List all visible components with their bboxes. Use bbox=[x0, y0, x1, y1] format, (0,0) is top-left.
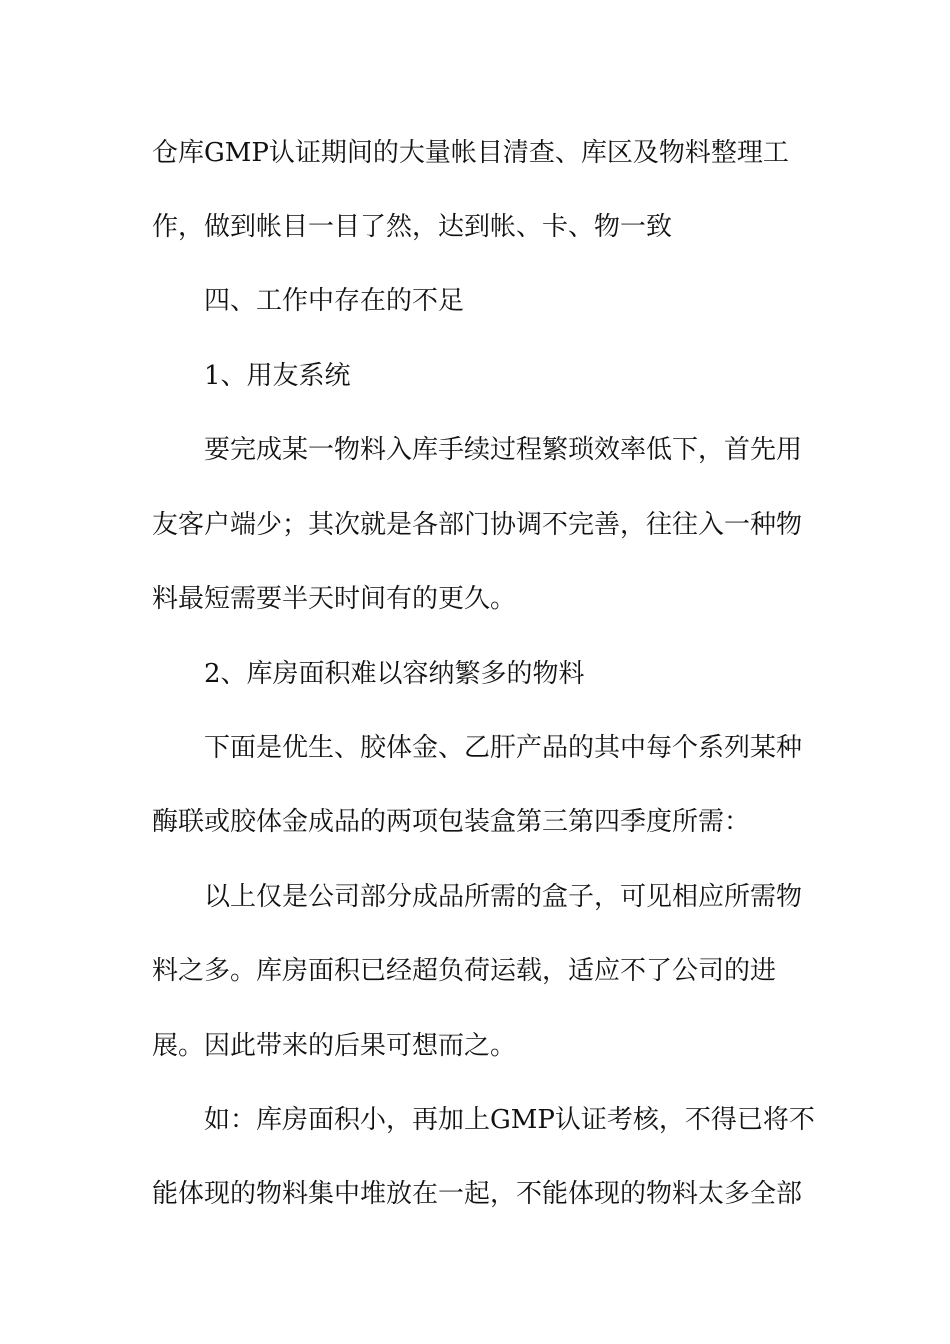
body-text-line: 料之多。库房面积已经超负荷运载，适应不了公司的进 bbox=[152, 956, 777, 986]
body-text-line: 酶联或胶体金成品的两项包装盒第三第四季度所需： bbox=[152, 807, 751, 837]
body-text-line: 作，做到帐目一目了然，达到帐、卡、物一致 bbox=[152, 212, 673, 242]
body-text-line: 仓库GMP认证期间的大量帐目清查、库区及物料整理工 bbox=[152, 138, 789, 168]
subsection-heading: 2、库房面积难以容纳繁多的物料 bbox=[204, 659, 585, 689]
body-text-line: 展。因此带来的后果可想而之。 bbox=[152, 1031, 517, 1061]
body-text-line: 料最短需要半天时间有的更久。 bbox=[152, 584, 517, 614]
body-text-line: 友客户端少；其次就是各部门协调不完善，往往入一种物 bbox=[152, 510, 803, 540]
section-heading: 四、工作中存在的不足 bbox=[204, 286, 465, 316]
body-text-line: 如：库房面积小，再加上GMP认证考核，不得已将不 bbox=[204, 1105, 815, 1135]
body-text-line: 以上仅是公司部分成品所需的盒子，可见相应所需物 bbox=[204, 882, 803, 912]
body-text-line: 下面是优生、胶体金、乙肝产品的其中每个系列某种 bbox=[204, 733, 803, 763]
subsection-heading: 1、用友系统 bbox=[204, 361, 351, 391]
body-text-line: 要完成某一物料入库手续过程繁琐效率低下，首先用 bbox=[204, 435, 803, 465]
body-text-line: 能体现的物料集中堆放在一起，不能体现的物料太多全部 bbox=[152, 1179, 803, 1209]
